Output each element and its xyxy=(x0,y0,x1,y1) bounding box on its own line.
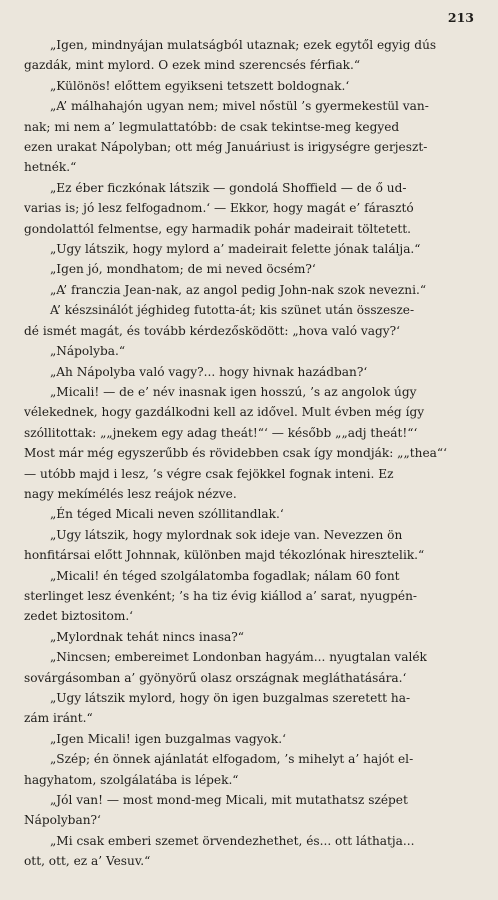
text-line: „Igen, mindnyájan mulatságból utaznak; ezek egytől egyig dús xyxy=(50,38,437,52)
text-line: vélekednek, hogy gazdálkodni kell az idővel. Mult évben még így xyxy=(24,405,425,420)
text-line: „Micali! én téged szolgálatomba fogadlak; nálam 60 font xyxy=(50,568,400,583)
text-line: hetnék.“ xyxy=(24,160,77,175)
text-line: „Nápolyba.“ xyxy=(50,344,126,359)
text-line: — utóbb majd i lesz, ’s végre csak fejökkel fognak inteni. Ez xyxy=(24,466,394,481)
text-line: zám iránt.“ xyxy=(24,711,93,726)
text-line: „Micali! — de e’ név inasnak igen hosszú, ’s az angolok úgy xyxy=(50,384,417,399)
text-line: dé ismét magát, és tovább kérdezősködött: „hova való vagy?‘ xyxy=(24,323,400,338)
text-line: „Mi csak emberi szemet örvendezhethet, és... ott láthatja... xyxy=(50,833,415,848)
text-line: ezen urakat Nápolyban; ott még Januáriust is irigységre gerjeszt- xyxy=(24,140,428,155)
text-line: zedet biztositom.‘ xyxy=(24,609,134,624)
text-line: „Ah Nápolyba való vagy?... hogy hivnak hazádban?‘ xyxy=(50,364,368,379)
page-number: 213 xyxy=(447,10,474,25)
text-line: „Igen Micali! igen buzgalmas vagyok.‘ xyxy=(50,731,286,746)
text-line: A’ készsinálót jéghideg futotta-át; kis szünet után összesze- xyxy=(50,303,415,318)
text-line: „A’ franczia Jean-nak, az angol pedig John-nak szok nevezni.“ xyxy=(50,282,427,297)
text-line: „Igen jó, mondhatom; de mi neved öcsém?‘ xyxy=(50,262,316,277)
text-line: „A’ málhahajón ugyan nem; mivel nőstül ’s gyermekestül van- xyxy=(50,99,429,114)
text-line: honfitársai előtt Johnnak, különben majd tékozlónak hiresztelik.“ xyxy=(24,548,425,563)
text-line: „Ugy látszik, hogy mylord a’ madeirait felette jónak találja.“ xyxy=(50,242,421,257)
text-line: „Ugy látszik, hogy mylordnak sok ideje van. Nevezzen ön xyxy=(50,527,403,542)
text-line: nagy mekímélés lesz reájok nézve. xyxy=(24,486,237,501)
text-line: varias is; jó lesz felfogadnom.‘ — Ekkor, hogy magát e’ fárasztó xyxy=(24,201,414,216)
text-line: ott, ott, ez a’ Vesuv.“ xyxy=(24,854,151,869)
text-line: „Különös! előttem egyikseni tetszett boldognak.‘ xyxy=(50,78,350,93)
text-line: nak; mi nem a’ legmulattatóbb: de csak tekintse-meg kegyed xyxy=(24,119,400,134)
text-line: Most már még egyszerűbb és rövidebben csak így mondják: „„thea“‘ xyxy=(24,446,447,461)
text-line: gondolattól felmentse, egy harmadik pohár madeirait töltetett. xyxy=(24,221,412,236)
text-line: „Nincsen; embereimet Londonban hagyám... nyugtalan valék xyxy=(50,650,427,665)
text-line: „Ugy látszik mylord, hogy ön igen buzgalmas szeretett ha- xyxy=(50,691,411,705)
text-line: sterlinget lesz évenként; ’s ha tiz évig kiállod a’ sarat, nyugpén- xyxy=(24,588,417,603)
text-line: gazdák, mint mylord. O ezek mind szerencsés férfiak.“ xyxy=(24,58,361,73)
text-line: hagyhatom, szolgálatába is lépek.“ xyxy=(24,772,239,787)
text-line: „Én téged Micali neven szóllitandlak.‘ xyxy=(50,507,284,522)
text-line: „Szép; én önnek ajánlatát elfogadom, ’s mihelyt a’ hajót el- xyxy=(50,752,414,767)
text-line: szóllitottak: „„jnekem egy adag theát!“‘ — később „„adj theát!“‘ xyxy=(24,425,418,440)
text-line: Nápolyban?‘ xyxy=(24,813,101,828)
text-line: „Ez éber ficzkónak látszik — gondolá Shoffield — de ő ud- xyxy=(50,180,407,195)
text-line: „Jól van! — most mond-meg Micali, mit mutathatsz szépet xyxy=(50,793,408,808)
text-line: sovárgásomban a’ gyönyörű olasz országnak megláthatására.‘ xyxy=(24,670,407,685)
page-body-text xyxy=(24,35,484,872)
text-line: „Mylordnak tehát nincs inasa?“ xyxy=(50,629,245,644)
